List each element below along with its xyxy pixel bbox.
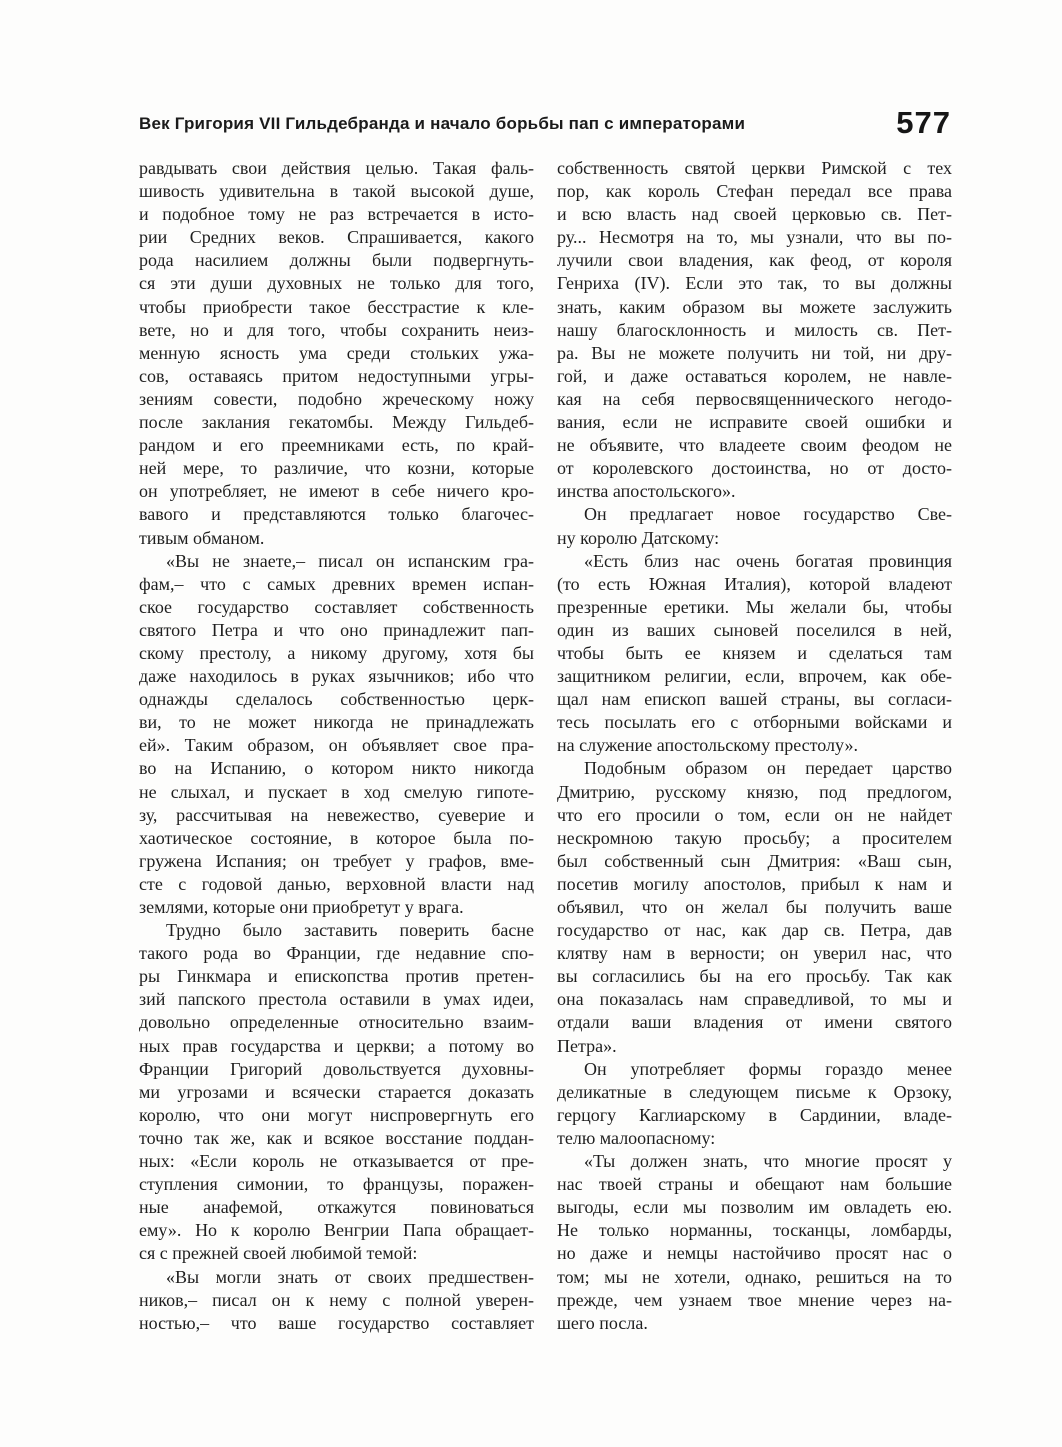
text-line: зениям совести, подобно жреческому ножу (139, 388, 534, 409)
text-line: отдали ваши владения от имени святого (557, 1012, 952, 1033)
text-line: Он предлагает новое государство Све- (584, 504, 952, 525)
text-line: нескромною такую просьбу; а просителем (557, 827, 952, 848)
text-line: землями, которые они приобретут у врага. (139, 897, 464, 917)
text-line: вавого и представляются только благочес- (139, 504, 534, 525)
text-line: ных прав государства и церкви; а потому во (139, 1035, 534, 1056)
text-line: шего посла. (557, 1312, 648, 1333)
text-line: сте с годовой данью, верховной власти над (139, 873, 534, 894)
text-column-right (557, 157, 952, 1335)
text-line: чтобы быть ее князем и сделаться там (557, 642, 952, 663)
text-line: и подобное тому не раз встречается в исто- (139, 204, 534, 225)
text-line: что его просили о том, если он не найдет (557, 804, 952, 825)
text-line: Подобным образом он передает царство (584, 758, 952, 779)
text-line: лучили свои владения, как феод, от короля (557, 250, 952, 271)
page-number: 577 (896, 105, 951, 140)
text-line: нашу благосклонность и милость св. Пет- (557, 319, 952, 340)
text-line: рии Средних веков. Спрашивается, какого (139, 227, 534, 248)
text-line: Трудно было заставить поверить басне (166, 920, 534, 941)
text-line: королю, что они могут ниспровергнуть его (139, 1104, 534, 1125)
text-line: ступления симонии, то французы, поражен- (139, 1174, 534, 1195)
text-line: равдывать свои действия целью. Такая фаль- (139, 158, 534, 178)
text-line: был собственный сын Дмитрия: «Ваш сын, (557, 850, 952, 871)
text-line: ему». Но к королю Венгрии Папа обращает- (139, 1220, 534, 1241)
text-line: том; мы не хотели, однако, решиться на то (557, 1266, 952, 1287)
text-line: объявил, что он желал бы получить ваше (557, 897, 952, 917)
text-line: ры Гинкмара и епископства против претен- (139, 966, 534, 987)
text-line: «Есть близ нас очень богатая провинция (584, 550, 952, 571)
text-line: Генриха (IV). Если это так, то вы должны (557, 273, 952, 294)
text-line: ну королю Датскому: (557, 527, 720, 548)
text-line: Дмитрию, русскому князю, под предлогом, (557, 781, 952, 802)
text-line: ных: «Если король не отказывается от пре- (139, 1151, 534, 1172)
text-line: шивость удивительна в такой высокой душе, (139, 181, 534, 202)
text-line: менную ясность ума среди стольких ужа- (139, 342, 534, 363)
text-line: «Вы могли знать от своих предшествен- (166, 1266, 534, 1287)
text-line: на служение апостольскому престолу». (557, 735, 858, 756)
text-line: она показалась нам справедливой, то мы и (557, 989, 952, 1010)
text-line: (то есть Южная Италия), которой владеют (557, 573, 952, 594)
text-line: презренные еретики. Мы желали бы, чтобы (557, 596, 952, 617)
text-line: ру... Несмотря на то, мы узнали, что вы по- (557, 227, 952, 248)
text-line: довольно определенные относительно взаим- (139, 1012, 534, 1033)
text-line: деликатные в следующем письме к Орзоку, (557, 1081, 952, 1102)
text-line: от королевского достоинства, но от досто- (557, 458, 952, 479)
text-line: ей». Таким образом, он объявляет свое пра- (139, 735, 534, 756)
text-line: посетив могилу апостолов, прибыл к нам и (557, 873, 952, 894)
text-line: точно так же, как и всякое восстание поддан- (139, 1127, 534, 1148)
text-line: вания, если не исправите своей ошибки и (557, 412, 952, 433)
text-line: ское государство составляет собственность (139, 596, 534, 617)
text-line: хаотическое состояние, в которое была по- (139, 827, 534, 848)
text-body (139, 157, 952, 1335)
text-line: и всю власть над своей церковью св. Пет- (557, 204, 952, 225)
text-line: во на Испанию, о котором никто никогда (139, 758, 534, 779)
text-line: один из ваших сыновей поселился в ней, (557, 619, 952, 640)
text-line: святого Петра и что оно принадлежит пап- (139, 619, 534, 640)
text-line: собственность святой церкви Римской с тех (557, 158, 952, 178)
text-line: гой, и даже оставаться королем, не навле- (557, 365, 952, 386)
text-line: не слыхал, и пускает в ход смелую гипоте- (139, 781, 534, 802)
text-line: инства апостольского». (557, 481, 736, 502)
text-line: рандом и его преемниками есть, по край- (139, 435, 534, 456)
text-line: не объявите, что владеете своим феодом не (557, 435, 952, 456)
text-line: тивым обманом. (139, 527, 265, 548)
text-line: скому престолу, а никому другому, хотя бы (139, 642, 534, 663)
text-line: ся эти души духовных не только для того, (139, 273, 534, 294)
text-line: тесь посылать его с отборными войсками и (557, 712, 952, 733)
running-title: Век Григория VII Гильдебранда и начало борьбы пап с императорами (139, 114, 746, 133)
text-line: щал нам епископ вашей страны, вы согласи- (557, 689, 952, 710)
text-line: вы согласились бы на его просьбу. Так как (557, 966, 952, 987)
text-line: ные анафемой, откажутся повиноваться (139, 1197, 534, 1218)
text-line: государство от нас, как дар св. Петра, дав (557, 920, 952, 941)
text-line: Не только норманны, тосканцы, ломбарды, (557, 1220, 952, 1241)
text-line: фам,– что с самых древних времен испан- (139, 573, 534, 594)
text-line: герцогу Каглиарскому в Сардинии, владе- (557, 1104, 952, 1125)
text-line: такого рода во Франции, где недавние спо- (139, 943, 534, 964)
text-line: но даже и немцы настойчиво просят нас о (557, 1243, 952, 1264)
text-line: гружена Испания; он требует у графов, вме- (139, 850, 534, 871)
text-column-left (139, 157, 534, 1335)
text-line: он употребляет, не имеют в себе ничего кро- (139, 481, 534, 502)
text-line: ников,– писал он к нему с полной уверен- (139, 1289, 534, 1310)
text-line: чтобы приобрести такое бесстрастие к кле- (139, 296, 534, 317)
text-line: кая на себя первосвященнического негодо- (557, 388, 952, 409)
text-line: нас твоей страны и обещают нам большие (557, 1174, 952, 1195)
text-line: «Ты должен знать, что многие просят у (584, 1151, 952, 1172)
text-line: вете, но и для того, чтобы сохранить неиз- (139, 319, 534, 340)
text-line: пор, как король Стефан передал все права (557, 181, 952, 202)
text-line: прежде, чем узнаем твое мнение через на- (557, 1289, 952, 1310)
text-line: рода насилием должны были подвергнуть- (139, 250, 534, 271)
text-line: Он употребляет формы гораздо менее (584, 1058, 952, 1079)
text-line: защитником религии, если, впрочем, как обе- (557, 666, 952, 687)
text-line: ми угрозами и всячески старается доказать (139, 1081, 534, 1102)
text-line: ней мере, то различие, что козни, которые (139, 458, 534, 479)
text-line: ностью,– что ваше государство составляет (139, 1312, 534, 1333)
text-line: знать, каким образом вы можете заслужить (557, 296, 952, 317)
text-line: клятву нам в верности; он уверил нас, что (557, 943, 952, 964)
text-line: ра. Вы не можете получить ни той, ни дру- (557, 342, 952, 363)
text-line: зу, рассчитывая на невежество, суеверие и (139, 804, 534, 825)
text-line: ви, то не может никогда не принадлежать (139, 712, 534, 733)
text-line: сов, оставаясь притом недоступными угры- (139, 365, 534, 386)
text-line: «Вы не знаете,– писал он испанским гра- (166, 550, 534, 571)
text-line: зий папского престола оставили в умах идеи, (139, 989, 534, 1010)
text-line: Франции Григорий довольствуется духовны- (139, 1058, 534, 1079)
text-line: Петра». (557, 1035, 617, 1056)
text-line: ся с прежней своей любимой темой: (139, 1243, 418, 1264)
text-line: даже находилось в руках язычников; ибо что (139, 666, 534, 687)
text-line: после заклания гекатомбы. Между Гильдеб- (139, 412, 534, 433)
page-header (139, 106, 951, 140)
text-line: однажды сделалось собственностью церк- (139, 689, 534, 710)
text-line: телю малоопасному: (557, 1127, 716, 1148)
text-line: выгоды, если мы позволим им овладеть ею. (557, 1197, 952, 1218)
